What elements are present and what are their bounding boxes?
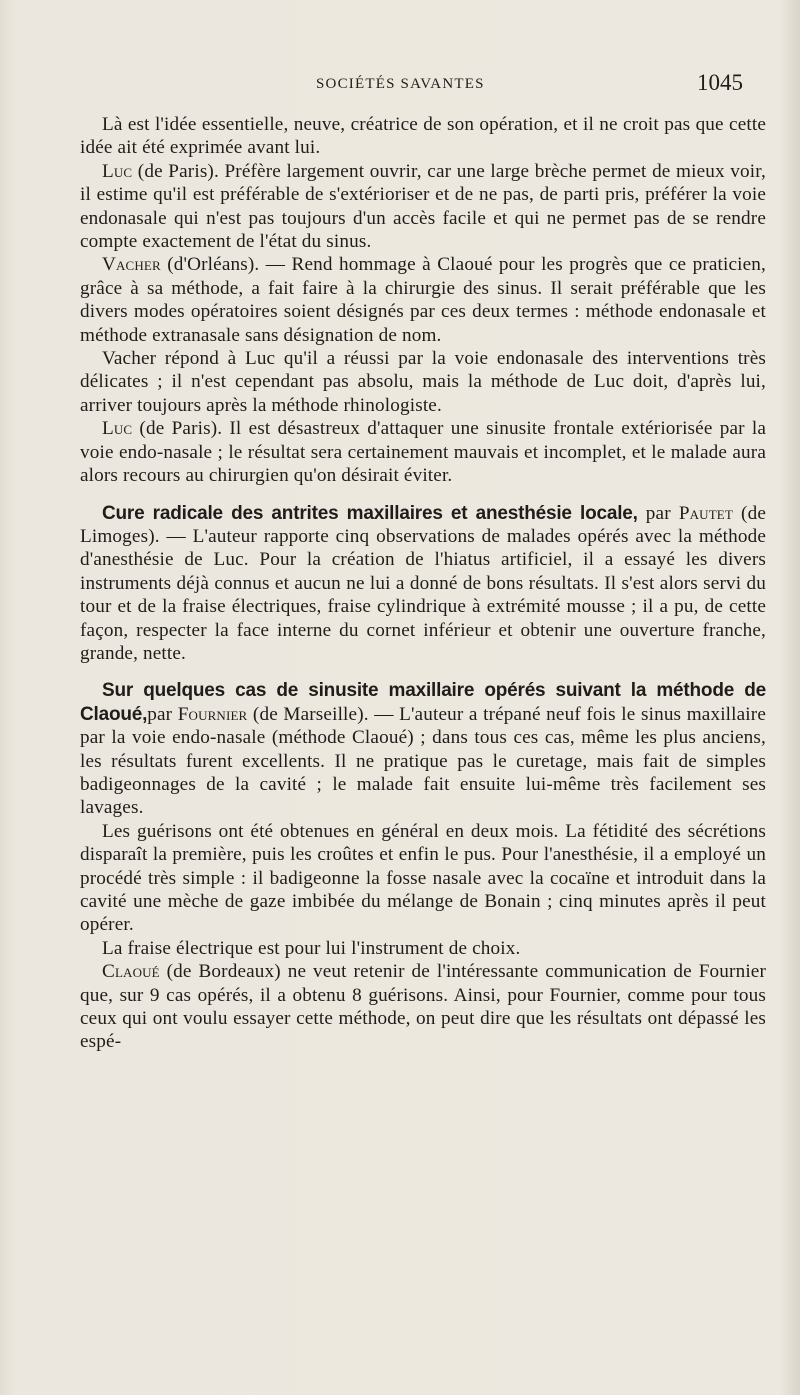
paragraph-4 — [80, 347, 766, 417]
paragraph-2 — [80, 160, 766, 254]
article-body — [80, 113, 766, 1054]
paragraph-text: (de Paris). Préfère largement ouvrir, car une large brèche permet de mieux voir, il estime qu'il est préférable de s'extérioriser et de ne pas, de parti pris, préférer la voie endonasale qui n'est pas toujours d'un accès facile et qui ne permet pas de se rendre compte exactement de l'état du sinus. — [80, 160, 766, 253]
paragraph-5 — [80, 417, 766, 487]
paragraph-text: (d'Orléans). — Rend hommage à Claoué pour les progrès que ce praticien, grâce à sa méthode, a fait faire à la chirurgie des sinus. Il serait préférable que les divers modes opératoires soient désignés par ces deux termes : méthode endonasale et méthode extranasale sans désignation de nom. — [80, 254, 766, 346]
speaker-name: Vacher — [102, 254, 161, 276]
paragraph-text: La fraise électrique est pour lui l'instrument de choix. — [102, 937, 521, 959]
paragraph-10 — [80, 960, 766, 1054]
paragraph-6 — [80, 502, 766, 666]
paragraph-text: (de Paris). Il est désastreux d'attaquer une sinusite frontale extériorisée par la voie endo-nasale ; le résultat sera certainement mauvais et incomplet, et le malade aura alors recours au chirurgien qu'on désirait éviter. — [80, 418, 766, 487]
paragraph-text: (de Bordeaux) ne veut retenir de l'intéressante communication de Fournier que, sur 9 cas opérés, il a obtenu 8 guérisons. Ainsi, pour Fournier, comme pour tous ceux qui ont voulu essayer cette méthode, on peut dire que les résultats ont dépassé les espé- — [80, 961, 766, 1053]
paragraph-3 — [80, 253, 766, 347]
byline-prefix: par — [637, 502, 679, 524]
paragraph-text: (de Marseille). — L'auteur a trépané neuf fois le sinus maxillaire par la voie endo-nasale (méthode Claoué) ; dans tous ces cas, même les plus anciens, les résultats furent excellents. Il ne pratique pas le curetage, mais fait de simples badigeonnages de la cavité ; le malade fait ensuite lui-même très facilement ses lavages. — [80, 703, 766, 819]
page-header — [0, 70, 800, 100]
paragraph-text: Là est l'idée essentielle, neuve, créatrice de son opération, et il ne croit pas que cette idée ait été exprimée avant lui. — [80, 114, 766, 159]
paragraph-1 — [80, 113, 766, 160]
paragraph-9 — [80, 937, 766, 960]
author-name: Fournier — [177, 703, 248, 725]
running-head: SOCIÉTÉS SAVANTES — [316, 76, 485, 92]
speaker-name: Claoué — [102, 961, 160, 983]
author-name: Pautet — [678, 502, 733, 524]
paragraph-8 — [80, 820, 766, 937]
paragraph-text: Vacher répond à Luc qu'il a réussi par la voie endonasale des interventions très délicates ; il n'est cependant pas absolu, mais la méthode de Luc doit, d'après lui, arriver toujours après la méthode rhinologiste. — [80, 348, 766, 416]
page-number: 1045 — [697, 70, 743, 95]
paragraph-text: (de Limoges). — L'auteur rapporte cinq observations de malades opérés avec la méthode d'anesthésie de Luc. Pour la création de l'hiatus artificiel, il a essayé les divers instruments déjà connus et aucun ne lui a donné de bons résultats. Il s'est alors servi du tour et de la fraise électriques, fraise cylindrique à extrémité mousse ; il a pu, de cette façon, respecter la face interne du cornet inférieur et obtenir une ouverture franche, grande, nette. — [80, 502, 766, 664]
speaker-name: Luc — [102, 160, 133, 182]
paragraph-text: Les guérisons ont été obtenues en général en deux mois. La fétidité des sécrétions disparaît la première, puis les croûtes et enfin le pus. Pour l'anesthésie, il a employé un procédé très simple : il badigeonne la fosse nasale avec la cocaïne et introduit dans la cavité une mèche de gaze imbibée du mélange de Bonain ; cinq minutes après il peut opérer. — [80, 820, 766, 936]
paragraph-7 — [80, 679, 766, 819]
section-title: Sur quelques cas de sinusite maxillaire opérés suivant la méthode de Claoué, — [80, 680, 766, 725]
speaker-name: Luc — [102, 418, 133, 440]
byline-prefix: par — [147, 703, 178, 725]
section-title: Cure radicale des antrites maxillaires et anesthésie locale, — [102, 502, 638, 524]
